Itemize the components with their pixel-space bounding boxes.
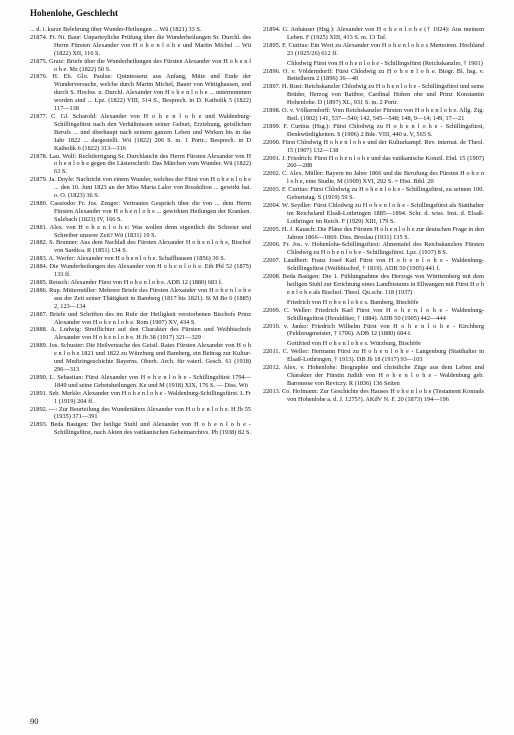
bibliography-entry-22012: 22012. Alex. v. Hohenlohe: Biographie und christliche Züge aus dem Leben und Charakter der Fürstin Judith von H o h e n l o h e - Waldenburg geb. Baronesse von Reviczy. R (1836) 136 Seiten — [263, 364, 484, 387]
bibliography-entry-22009: 22009. C. Weller: Friedrich Karl Fürst von H o h e n l o h e - Waldenburg-Schillingsfürst (Heraldiker, † 1884). ADB 50 (1905) 442—444 — [263, 306, 484, 322]
right-column — [263, 26, 484, 716]
bibliography-entry-22001: 22001. J. Friedrich: Fürst H o h e n l o h e und das vatikanische Konzil. Ebd. 15 (1907) 260—288 — [263, 154, 484, 170]
bibliography-entry-21876: 21876. H. Eb. Glo. Paulus: Quintessenz aus Anfang, Mitte und Ende der Wunderversuche, welche durch Martin Michel, Bauer von Wittighausen, und durch S. Hochw. u. Durchl. Alexander von H o h e n l o h e ... unternommen worden sind ... Lpz. (1822) VIII, 314 S., Besprech. in D. Katholik 5 (1822) 117—138 — [30, 73, 251, 113]
bibliography-entry-21887: 21887. Briefe und Schriften des im Rufe der Heiligkeit verstorbenen Bischofs Prinz Alexander von H o h e n l o h e. Rom (1907) XV, 434 S. — [30, 310, 251, 326]
bibliography-entry-21889: 21889. Jos. Schuster: Die Heilversuche des Geistl. Rates Fürsten Alexander von H o h e n l o h e 1821 und 1822 zu Würzburg und Bamberg, ein Beitrag zur Kultur- und Medizingeschichte Bayerns. Oberb. Arch. für vaterl. Gesch. 61 (1918) 296—313 — [30, 342, 251, 373]
running-header: Hohenlohe, Geschlecht — [30, 8, 118, 18]
bibliography-entry-22008: 22008. Beda Bastgen: Die 1. Fühlungnahme des Herzogs von Württemberg mit dem heiligen Stuhl zur Errichtung eines Landbistums in Ellwangen mit Fürst H o h e n l o h e als Bischof. Theol. Qu.schr. 118 (1937) — [263, 273, 484, 296]
bibliography-entry-22000: 22000. Fürst Chlodwig H o h e n l o h e und der Kulturkampf. Rev. internat. de Theol. 15 (1907) 132—138 — [263, 138, 484, 154]
left-column — [30, 26, 251, 716]
bibliography-entry-22002: 22002. C. Alex. Müller: Bayern im Jahre 1866 und die Berufung des Fürsten H o h e n l o h e, eine Studie. M (1909) XVI, 292 S. = Hist. Bibl. 20 — [263, 170, 484, 186]
section-subheading: Friedrich von H o h e n l o h e s. Bamberg, Bischöfe — [287, 298, 419, 306]
bibliography-entry-21893: 21893. Beda Bastgen: Der heilige Stuhl und Alexander von H o h e n l o h e - Schillingsfürst, nach Akten des vatikanischen Geheimarchivs. Pb (1938) 82 S. — [30, 421, 251, 437]
bibliography-entry-21885: 21885. Reusch: Alexander Fürst von H o h e n l o h e. ADB 12 (1880) 683 f. — [30, 279, 223, 286]
bibliography-entry-21892: 21892. —: Zur Beurteilung des Wundertäters Alexander von H o h e n l o h e. H Jb 55 (1935) 371—391 — [30, 405, 251, 421]
bibliography-entry-21898: 21898. O. v. Völkerndorff: Vom Reichskanzler Fürsten von H o h e n l o h e. Allg. Ztg. Beil. (1902) 141, 537—540; 142, 545—548; 148, 9—14; 149, 17—21 — [263, 107, 484, 122]
bibliography-entry-21894: 21894. G. Anhäuser (Hsg.): Alexander von H o h e n l o h e († 1924): Aus meinem Leben. F (1925) XIII, 413 S. m. 13 Taf. — [263, 26, 484, 41]
bibliography-entry-21891: 21891. Seb. Merkle: Alexander von H o h e n l o h e - Waldenburg-Schillingsfürst. L Fr 1 (1919) 204 ff. — [30, 389, 251, 405]
bibliography-entry-22005: 22005. H. J. Kausch: Die Pläne des Fürsten H o h e n l o h e zur deutschen Frage in den Jahren 1866—1869. Diss. Breslau (1931) 135 S. — [263, 225, 484, 241]
bibliography-entry-21884: 21884. Die Wunderheilungen des Alexander von H o h e n l o h e. Eth Pbl 52 (1875) 133 ff. — [30, 263, 251, 279]
bibliography-entry-21881: 21881. Alex. von H o h e n l o h e: Was wollen denn eigentlich die Schreier und Schreiber unserer Zeit? Wü (1831) 19 S. — [30, 223, 251, 239]
bibliography-entry-21883: 21883. A. Werfer: Alexander von H o h e n l o h e. Schaffhausen (1856) 30 S. — [30, 255, 226, 263]
bibliography-entry-21880: 21880. Cassiodor Fr. Jos. Zenger: Vertrautes Gespräch über die von ... dem Herrn Fürsten Alexander von H o h e n l o h e ... gewirkten Heilungen der Kranken. Sulzbach (1823) IV, 166 S. — [30, 199, 251, 223]
section-subheading: Chlodwig Fürst von H o h e n l o h e - Schillingsfürst (Reichskanzler, † 1901) — [287, 59, 483, 67]
bibliography-entry-21897: 21897. H. Rust: Reichskanzler Chlodwig zu H o h e n l o h e - Schillingsfürst und seine Brüder, Herzog von Ratibor, Cardinal Hohen ohe und Prinz Konstantin Hohenlohe. D (1897) XL, 931 S. m. 2 Portr. — [263, 83, 484, 107]
bibliography-entry-21886: 21886. Rup. Mittermüller: Mehrere Briefe des Fürsten Alexander von H o h e n l o h e aus der Zeit seiner Thätigkeit in Bamberg (1817 bis 1821). St M Bo 6 (1885) 2, 123—134 — [30, 286, 251, 310]
bibliography-entry-21878: 21878. Lau. Wolf: Rechtfertigung Sr. Durchlaucht des Herrn Fürsten Alexander von H o h e n l o h e gegen die Lästerschrift: Das Märchen vom Wunder. Wü (1822) 63 S. — [30, 152, 251, 176]
section-subheading: Gottfried von H o h e n l o h e s. Würzburg, Bischöfe — [287, 340, 421, 348]
bibliography-entry-22007: 22007. Laudhert: Franz Josef Karl Fürst von H o h e n l o h e - Waldenburg-Schillingsfürst (Weihbischof, † 1819). ADB 50 (1905) 441 f. — [263, 257, 484, 273]
bibliography-entry-22003: 22003. F. Curtius: Fürst Chlodwig zu H o h e n l o h e - Schillingsfürst, zu seinem 100. Geburtstag. S (1919) 59 S. — [263, 186, 484, 202]
bibliography-entry-21896: 21896. O. v. Völderndorff: Fürst Chlodwig zu H o h e n l o h e. Biogr. Bl. hsg. v. Bettelheim 2 (1896) 36—40 — [263, 67, 484, 83]
bibliography-entry-21888: 21888. A. Ludwig: Streiflichter auf den Charakter des Fürsten und Weihbischofs Alexander von H o h e n l o h e. H Jb 38 (1917) 321—329 — [30, 326, 251, 342]
bibliography-entry-continued: ... d. i. kurze Belehrung über Wunder-Heilungen ... Wü (1821) 33 S. — [30, 26, 202, 33]
bibliography-entry-21899: 21899. F. Curtius (Hsg.): Fürst Chlodwig zu H o h e n l o h e - Schillingsfürst, Denkwürdigkeiten. S (1906) 2 Bde. VIII, 440 u. V, 565 S. — [263, 122, 484, 138]
bibliography-entry-21875: 21875. Gratz: Briefe über die Wunderheilungen des Fürsten Alexander von H o h e n l o h e. Mz (1822) 50 S. — [30, 57, 251, 73]
bibliography-entry-22004: 22004. W. Seydler: Fürst Chlodwig zu H o h e n l o h e - Schillingsfürst als Statthalter im Reichsland Elsaß-Lothringen 1885—1894. Schr. d. wiss. Inst. d. Elsaß-Lothringer im Reich. F (1929) XIII, 179 S. — [263, 201, 484, 225]
bibliography-entry-22013: 22013. Co. Hofmann: Zur Geschichte des Hauses H o h e n l o h e (Testament Konrads von Hohenlohe a. d. J. 1275?). AKdV N. F. 20 (1873) 194—196 — [263, 387, 484, 403]
bibliography-entry-22011: 22011. C. Weller: Hermann Fürst zu H o h e n l o h e - Langenburg (Statthalter in Elsaß-Lothringen, † 1913). DB Jb 18 (1917) 93—103 — [263, 348, 484, 364]
bibliography-entry-22010: 22010. v. Janko: Friedrich Wilhelm Fürst von H o h e n l o h e - Kirchberg (Feldzeugmeister, † 1796). ADB 12 (1880) 684 f. — [263, 322, 484, 338]
bibliography-entry-21890: 21890. L. Sebastian: Fürst Alexander von H o h e n l o h e - Schillingsfürst 1794—1849 und seine Gebetsheilungen. Ke und M (1918) XIX, 176 S. — Diss. Wü — [30, 373, 251, 389]
bibliography-entry-22006: 22006. Fr. Jos. v. Hohenlohe-Schillingsfürst: Ahnentafel des Reichskanzlers Fürsten Chlodwig zu H o h e n l o h e - Schillingsfürst. Lpz. (1937) 8 S. — [263, 241, 484, 257]
bibliography-entry-21879: 21879. Ja. Doyle: Nachricht von einem Wunder, welches der Fürst von H o h e n l o h e ... den 10. Juni 1823 an der Miss Maria Lalor von Rosskilton ... gewirkt hat. o. O. (1823) 36 S. — [30, 176, 251, 200]
bibliography-entry-21882: 21882. S. Brunner: Aus dem Nachlaß des Fürsten Alexander H o h e n l o h e, Bischof von Sardica. R (1851) 134 S. — [30, 239, 251, 255]
page-number: 90 — [30, 716, 39, 726]
bibliography-entry-21877: 21877. C. Gf. Scharold: Alexander von H o h e n l o h e und Waldenburg-Schillingsfürst nach den Verhältnissen seiner Geburt, Erziehung, geistlichen Berufs ... und überhaupt nach seinem ganzen Leben und Wirken bis in das Jahr 1822 ... dargestellt. Wü (1822) 206 S. m. 1 Portr.; Besprech. in D Katholik 6 (1822) 313—316 — [30, 112, 251, 152]
bibliography-entry-21895: 21895. F. Curtius: Ein Wort zu Alexander von H o h e n l o h e s Memoiren. Hochland 23 (1925/26) 612 ff. — [263, 41, 484, 57]
bibliography-entry-21874: 21874. Fr. Ni. Baur: Unparteyliche Prüfung über die Wunderheilungen Sr. Durchl. des Herrn Fürsten Alexander von H o h e n l o h e und Martin Michel ... Wü (1822) XII, 116 S. — [30, 33, 251, 57]
